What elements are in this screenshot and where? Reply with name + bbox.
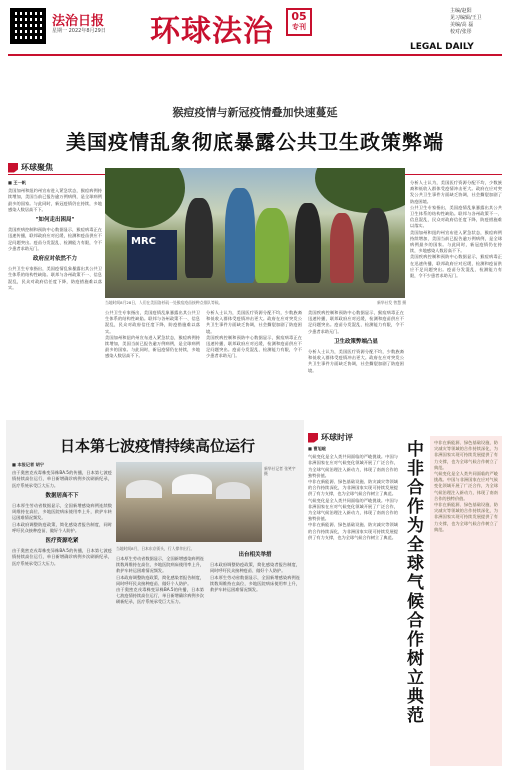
commentary-tag-label: 环球时评: [321, 433, 353, 442]
commentary-column-2: [434, 440, 498, 760]
lead-photo: [105, 168, 405, 298]
lead-subtitle-2: 政府应对依然不力: [32, 256, 77, 263]
commentary-paragraph: 中非在新能源、绿色基础设施、防灾减灾等领域的合作持续深化，为非洲国家实现可持续发展提供了有力支撑，也为全球气候合作树立了典范。: [434, 502, 498, 532]
section-title: 环球法治: [150, 14, 274, 49]
second-photo-caption: 当地时间8月，日本东京街头，行人撑伞出行。: [116, 546, 195, 551]
commentary-paragraph: 气候变化是全人类共同面临的严峻挑战。中国与非洲国家在应对气候变化领域开展了广泛合作，为全球气候治理注入新动力，体现了南南合作的独特价值。: [308, 454, 398, 478]
editor-line: 校对/张彤: [450, 29, 472, 35]
mrc-sign: MRC: [127, 230, 177, 280]
editor-line: 美编/高 磊: [450, 22, 474, 28]
lead-column-2: [105, 310, 200, 416]
issue-label: 专刊: [292, 23, 306, 31]
second-byline: ■ 本报记者 胡宁: [12, 462, 44, 467]
lead-subhead: 猴痘疫情与新冠疫情叠加快速蔓延: [172, 106, 338, 119]
lead-paragraph: 公共卫生专家指出，美国疫情乱象暴露出其公共卫生体系的结构性缺陷。联邦与各州政策不一、信息混乱，民众对政府信任度下降，防疫措施难以落实。: [105, 310, 200, 334]
editor-line: 主编/赵阳: [450, 8, 472, 14]
lead-column-5: [410, 180, 502, 416]
lead-paragraph: 公共卫生专家指出，美国疫情乱象暴露出其公共卫生体系的结构性缺陷。联邦与各州政策不一、信息混乱，民众对政府信任度下降，防疫措施难以落实。: [8, 266, 102, 290]
second-paragraph: 由于奥密克戎毒株变异株BA.5的传播，日本第七波疫情持续高位运行，单日新增确诊病例多次刷新纪录，医疗系统承受巨大压力。: [116, 587, 204, 605]
second-headline: 日本第七波疫情持续高位运行: [60, 437, 256, 455]
lead-paragraph: 美国疾病控制和预防中心数据显示，猴痘病毒正在迅速传播，联邦政府应对迟缓，检测和疫苗供应不足问题突出。疫苗分发混乱、检测能力有限，令不少患者求助无门。: [308, 310, 404, 334]
second-photo-credit: 新华社记者 张笑宇 摄: [264, 466, 296, 476]
lead-photo-credit: 新华社发 曾慧 摄: [377, 300, 406, 305]
lead-column-3: [206, 310, 302, 416]
tag-marker-icon: [308, 433, 318, 443]
lead-paragraph: 美国疾病控制和预防中心数据显示，猴痘病毒正在迅速传播，联邦政府应对迟缓，检测和疫苗供应不足问题突出。疫苗分发混乱、检测能力有限，令不少患者求助无门。: [8, 227, 102, 251]
second-paragraph: 日本政府调整防疫政策，简化感染者报告制度，同时呼吁民众接种疫苗、做好个人防护。: [116, 574, 204, 586]
commentary-paragraph: 中非在新能源、绿色基础设施、防灾减灾等领域的合作持续深化，为非洲国家实现可持续发展提供了有力支撑，也为全球气候合作树立了典范。: [434, 440, 498, 470]
commentary-vertical-title: 中非合作为全球气候合作树立典范: [403, 440, 423, 725]
second-paragraph: 日本厚生劳动省数据显示，全国新增感染病例连续数周维持在高位，多地医院病床使用率上升，救护车转运困难情况频发。: [12, 503, 112, 521]
lead-paragraph: 美国疾病控制和预防中心数据显示，猴痘病毒正在迅速传播，联邦政府应对迟缓，检测和疫苗供应不足问题突出。疫苗分发混乱、检测能力有限，令不少患者求助无门。: [206, 334, 302, 359]
lead-tag-label: 环球聚焦: [21, 163, 53, 172]
commentary-paragraph: 中非在新能源、绿色基础设施、防灾减灾等领域的合作持续深化，为非洲国家实现可持续发展提供了有力支撑，也为全球气候合作树立了典范。: [308, 479, 398, 497]
editor-credits: [450, 8, 505, 36]
second-column-3: [210, 548, 300, 762]
second-column-2: [116, 556, 204, 762]
lead-section-tag: [8, 162, 53, 173]
second-subtitle-1: 数据居高不下: [45, 492, 79, 499]
lead-paragraph: 美国疾病控制和预防中心数据显示，猴痘病毒正在迅速传播，联邦政府应对迟缓，检测和疫苗供应不足问题突出。疫苗分发混乱、检测能力有限，令不少患者求助无门。: [410, 254, 502, 279]
lead-paragraph: 分析人士认为，美国医疗资源分配不均，少数族裔和低收入群体受疫情冲击更大。政府在应对突发公共卫生事件方面缺乏协调，社会撕裂加剧了防疫困境。: [308, 349, 404, 373]
lead-byline: ■ 王一帆: [8, 180, 26, 185]
second-paragraph: 由于奥密克戎毒株变异株BA.5的传播，日本第七波疫情持续高位运行，单日新增确诊病例多次刷新纪录，医疗系统承受巨大压力。: [12, 470, 112, 488]
legal-daily-label: LEGAL DAILY: [410, 42, 474, 52]
lead-paragraph: 公共卫生专家指出，美国疫情乱象暴露出其公共卫生体系的结构性缺陷。联邦与各州政策不一、信息混乱，民众对政府信任度下降，防疫措施难以落实。: [410, 204, 502, 229]
tag-marker-icon: [8, 163, 18, 173]
second-paragraph: 日本政府调整防疫政策，简化感染者报告制度，同时呼吁民众接种疫苗、做好个人防护。: [210, 562, 300, 574]
second-column-1: [12, 462, 112, 762]
lead-paragraph: 美国加州和纽约州宣布进入紧急状态，猴痘病例持续增加，美国当前已报告逾万例病例，是全球病例最多的国家。与此同时，新冠疫情仍在持续，多地感染人数居高不下。: [8, 188, 102, 212]
second-subtitle-3: 医疗资源吃紧: [45, 538, 79, 545]
second-paragraph: 由于奥密克戎毒株变异株BA.5的传播，日本第七波疫情持续高位运行，单日新增确诊病例多次刷新纪录，医疗系统承受巨大压力。: [12, 548, 112, 566]
issue-badge: [286, 8, 312, 36]
lead-column-1: [8, 180, 102, 416]
second-paragraph: 日本政府调整防疫政策，简化感染者报告制度，同时呼吁民众接种疫苗、做好个人防护。: [12, 521, 112, 533]
commentary-paragraph: 中非在新能源、绿色基础设施、防灾减灾等领域的合作持续深化，为非洲国家实现可持续发展提供了有力支撑，也为全球气候合作树立了典范。: [308, 522, 398, 540]
lead-subtitle-1: "如何走出困局": [35, 217, 75, 224]
paper-name: 法治日报: [52, 14, 105, 29]
lead-headline: 美国疫情乱象彻底暴露公共卫生政策弊端: [66, 130, 444, 154]
commentary-byline: ■ 曹旭暄: [308, 446, 326, 451]
commentary-paragraph: 气候变化是全人类共同面临的严峻挑战。中国与非洲国家在应对气候变化领域开展了广泛合作，为全球气候治理注入新动力，体现了南南合作的独特价值。: [308, 497, 398, 522]
commentary-paragraph: 气候变化是全人类共同面临的严峻挑战。中国与非洲国家在应对气候变化领域开展了广泛合作，为全球气候治理注入新动力，体现了南南合作的独特价值。: [434, 471, 498, 501]
paper-date: 星期一 2022年8月29日: [52, 28, 106, 34]
lead-column-4: [308, 310, 404, 416]
commentary-column-1: [308, 446, 398, 762]
lead-paragraph: 美国加州和纽约州宣布进入紧急状态，猴痘病例持续增加，美国当前已报告逾万例病例，是全球病例最多的国家。与此同时，新冠疫情仍在持续，多地感染人数居高不下。: [410, 229, 502, 254]
masthead-rule: [8, 54, 502, 56]
second-paragraph: 日本厚生劳动省数据显示，全国新增感染病例连续数周维持在高位，多地医院病床使用率上升，救护车转运困难情况频发。: [116, 556, 204, 574]
qr-code-icon: [10, 8, 46, 44]
editor-line: 见习编辑/王卫: [450, 15, 482, 21]
second-paragraph: 日本厚生劳动省数据显示，全国新增感染病例连续数周维持在高位，多地医院病床使用率上升，救护车转运困难情况频发。: [210, 574, 300, 593]
lead-subtitle-3: 卫生政策弊端凸显: [333, 338, 378, 345]
lead-photo-caption: 当地时间8月28日，人们在美国洛杉矶一处猴痘疫苗接种点排队等候。: [105, 300, 223, 305]
lead-paragraph: 分析人士认为，美国医疗资源分配不均，少数族裔和低收入群体受疫情冲击更大。政府在应对突发公共卫生事件方面缺乏协调，社会撕裂加剧了防疫困境。: [206, 310, 302, 334]
second-photo: [116, 462, 262, 542]
lead-paragraph: 美国加州和纽约州宣布进入紧急状态，猴痘病例持续增加，美国当前已报告逾万例病例，是全球病例最多的国家。与此同时，新冠疫情仍在持续，多地感染人数居高不下。: [105, 334, 200, 359]
commentary-section-tag: [308, 432, 353, 443]
lead-paragraph: 分析人士认为，美国医疗资源分配不均，少数族裔和低收入群体受疫情冲击更大。政府在应对突发公共卫生事件方面缺乏协调，社会撕裂加剧了防疫困境。: [410, 180, 502, 204]
second-subtitle-2: 出台相关举措: [238, 552, 272, 558]
issue-number: 05: [291, 10, 307, 23]
